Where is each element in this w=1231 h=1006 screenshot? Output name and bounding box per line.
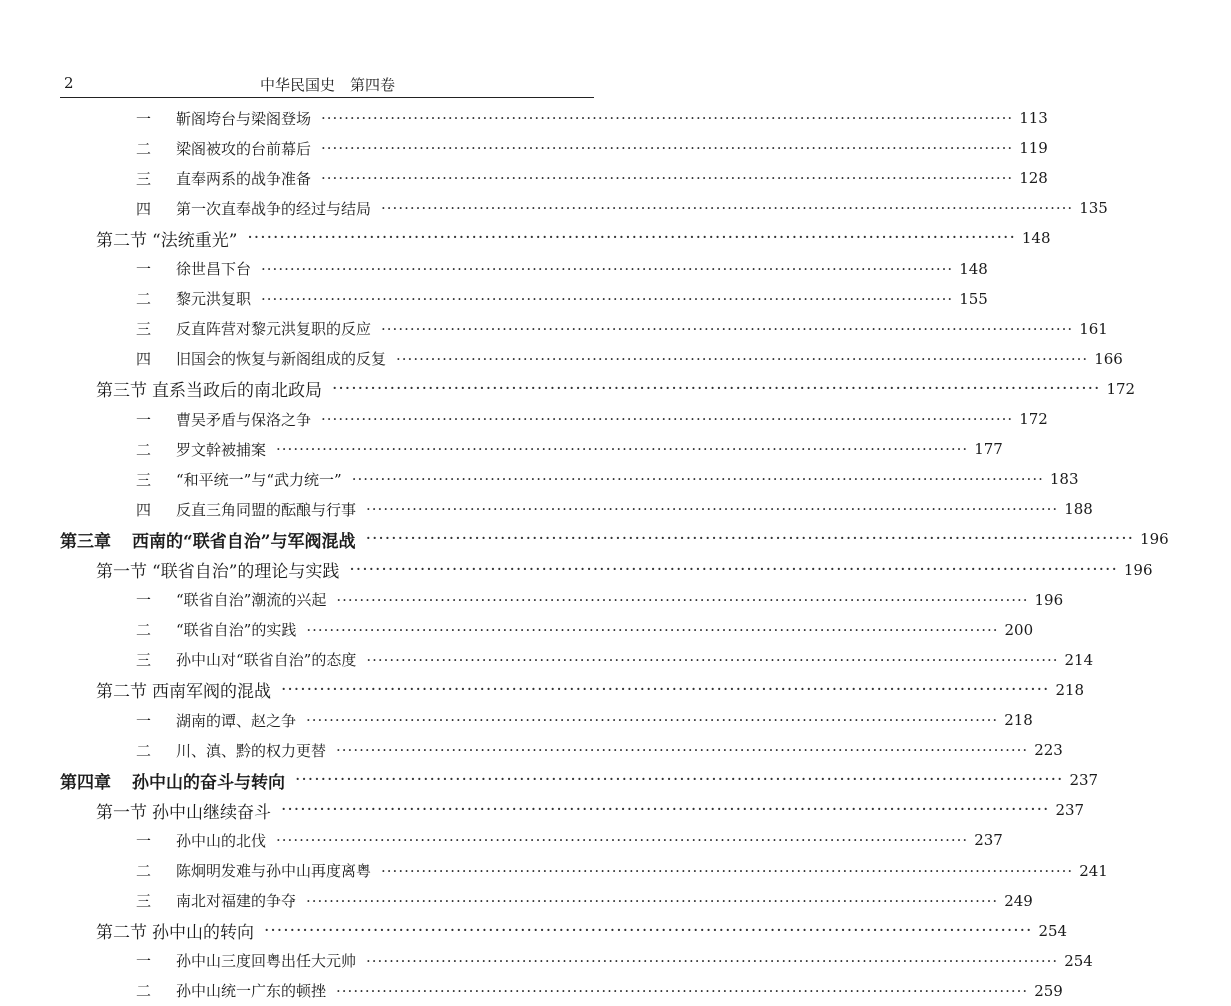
toc-entry-title: 川、滇、黔的权力更替 <box>176 741 327 760</box>
toc-page-number: 254 <box>1038 921 1068 940</box>
toc-entry-label <box>0 138 311 159</box>
dot-leader: ························································································································ <box>281 679 1050 700</box>
toc-entry-number: 二 <box>136 741 152 760</box>
dot-leader: ························································································································ <box>336 981 1029 1000</box>
toc-entry-label <box>0 649 356 670</box>
toc-entry-label <box>0 798 271 823</box>
toc-page-number: 196 <box>1140 530 1169 549</box>
toc-page-number: 237 <box>974 831 1003 850</box>
toc-item-row <box>0 254 988 284</box>
toc-entry-number: 第三章 <box>60 531 111 552</box>
toc-entry-number: 一 <box>136 711 152 730</box>
toc-entry-number: 四 <box>136 199 152 218</box>
toc-chapter-row <box>0 524 1169 554</box>
dot-leader: ························································································································ <box>381 319 1074 338</box>
toc-entry-number: 二 <box>136 440 152 459</box>
toc-entry-number: 三 <box>136 651 152 670</box>
toc-page-number: 135 <box>1079 199 1108 218</box>
toc-page-number: 155 <box>959 289 988 308</box>
toc-section-row <box>0 374 1136 404</box>
toc-entry-label <box>0 409 311 430</box>
toc-item-row <box>0 193 1108 223</box>
toc-entry-label <box>0 168 311 189</box>
toc-entry-title: “法统重光” <box>152 230 238 251</box>
toc-page-number: 241 <box>1079 861 1108 880</box>
toc-entry-label <box>0 768 285 793</box>
toc-entry-label <box>0 589 326 610</box>
toc-item-row <box>0 133 1048 163</box>
toc-entry-label <box>0 198 371 219</box>
toc-entry-title: “联省自治”的理论与实践 <box>152 562 340 582</box>
toc-entry-label <box>0 469 342 490</box>
toc-section-row <box>0 675 1085 705</box>
toc-entry-title: 孙中山的奋斗与转向 <box>132 772 285 793</box>
toc-entry-label <box>0 258 251 279</box>
dot-leader: ························································································································ <box>332 378 1101 399</box>
toc-entry-number: 二 <box>136 290 152 309</box>
toc-entry-title: 黎元洪复职 <box>176 290 252 309</box>
toc-entry-number: 三 <box>136 320 152 339</box>
toc-page-number: 249 <box>1004 891 1033 910</box>
dot-leader: ························································································································ <box>351 470 1044 489</box>
toc-entry-number: 一 <box>136 109 152 128</box>
dot-leader: ························································································································ <box>349 559 1118 580</box>
dot-leader: ························································································································ <box>366 951 1059 970</box>
toc-entry-label <box>0 710 296 731</box>
toc-entry-title: 梁阁被攻的台前幕后 <box>176 139 312 158</box>
toc-page-number: 218 <box>1055 680 1085 699</box>
toc-section-row <box>0 795 1085 825</box>
toc-entry-title: 曹吴矛盾与保洛之争 <box>176 410 312 429</box>
dot-leader: ························································································································ <box>336 590 1029 609</box>
toc-item-row <box>0 494 1093 524</box>
toc-item-row <box>0 825 1003 855</box>
dot-leader: ························································································································ <box>321 139 1014 158</box>
toc-entry-number: 三 <box>136 892 152 911</box>
toc-entry-label <box>0 619 296 640</box>
toc-item-row <box>0 103 1048 133</box>
toc-item-row <box>0 976 1063 1006</box>
toc-page-number: 177 <box>974 440 1003 459</box>
toc-page-number: 196 <box>1034 590 1064 609</box>
dot-leader: ························································································································ <box>281 800 1050 821</box>
dot-leader: ························································································································ <box>247 228 1016 249</box>
toc-entry-title: 孙中山的转向 <box>152 923 254 944</box>
toc-entry-label <box>0 918 254 943</box>
toc-entry-label <box>0 950 356 971</box>
toc-page-number: 237 <box>1069 771 1099 790</box>
toc-entry-number: 第二节 <box>96 923 147 944</box>
toc-entry-number: 三 <box>136 169 152 188</box>
dot-leader: ························································································································ <box>321 169 1014 188</box>
toc-entry-label <box>0 348 386 369</box>
toc-section-row <box>0 555 1153 585</box>
toc-entry-title: “和平统一”与“武力统一” <box>176 470 342 489</box>
dot-leader: ························································································································ <box>366 650 1059 669</box>
toc-entry-title: 孙中山对“联省自治”的态度 <box>176 651 357 670</box>
dot-leader: ························································································································ <box>366 500 1059 519</box>
toc-entry-number: 一 <box>136 260 152 278</box>
toc-entry-label <box>0 557 339 582</box>
toc-item-row <box>0 434 1003 464</box>
toc-entry-title: 孙中山继续奋斗 <box>152 802 271 823</box>
toc-entry-title: 西南军阀的混战 <box>152 682 271 703</box>
toc-entry-number: 第四章 <box>60 772 111 793</box>
toc-entry-number: 四 <box>136 500 152 519</box>
toc-item-row <box>0 284 988 314</box>
toc-item-row <box>0 615 1034 645</box>
toc-item-row <box>0 163 1048 193</box>
toc-entry-title: 孙中山三度回粤出任大元帅 <box>176 952 357 971</box>
toc-item-row <box>0 404 1048 434</box>
toc-entry-title: 旧国会的恢复与新阁组成的反复 <box>176 350 387 369</box>
toc-entry-title: 孙中山的北伐 <box>176 831 267 850</box>
toc-entry-title: 罗文幹被捕案 <box>176 440 267 459</box>
toc-entry-title: 靳阁垮台与梁阁登场 <box>176 109 312 128</box>
dot-leader: ························································································································ <box>295 770 1064 791</box>
toc-page-number: 172 <box>1019 410 1048 428</box>
toc-page-number: 148 <box>1021 229 1051 248</box>
toc-entry-label <box>0 860 371 881</box>
toc-entry-title: 孙中山统一广东的顿挫 <box>176 982 327 1001</box>
toc-entry-number: 三 <box>136 470 152 489</box>
toc-entry-label <box>0 226 237 251</box>
toc-entry-label <box>0 677 271 702</box>
toc-entry-number: 第三节 <box>96 381 147 402</box>
toc-entry-title: 徐世昌下台 <box>176 260 252 278</box>
toc-page-number: 214 <box>1064 650 1094 669</box>
toc-entry-number: 二 <box>136 862 152 880</box>
toc-entry-label <box>0 980 326 1001</box>
toc-entry-title: 南北对福建的争夺 <box>176 892 297 911</box>
toc-entry-label <box>0 376 322 401</box>
toc-item-row <box>0 464 1079 494</box>
toc-item-row <box>0 946 1093 976</box>
toc-entry-label <box>0 439 266 460</box>
dot-leader: ························································································································ <box>306 891 999 910</box>
toc-entry-number: 第二节 <box>96 230 147 251</box>
toc-entry-title: 陈炯明发难与孙中山再度离粤 <box>176 862 372 880</box>
toc-entry-number: 一 <box>136 410 152 429</box>
toc-item-row <box>0 856 1108 886</box>
dot-leader: ························································································································ <box>276 440 969 459</box>
toc-chapter-row <box>0 765 1099 795</box>
dot-leader: ························································································································ <box>306 620 999 639</box>
toc-page-number: 188 <box>1064 500 1093 519</box>
toc-entry-title: 反直三角同盟的酝酿与行事 <box>176 500 357 519</box>
toc-entry-number: 一 <box>136 831 152 850</box>
toc-page-number: 259 <box>1034 981 1063 1000</box>
toc-item-row <box>0 645 1094 675</box>
toc-entry-label <box>0 830 266 851</box>
dot-leader: ························································································································ <box>381 199 1074 218</box>
toc-entry-number: 一 <box>136 591 152 610</box>
toc-page-number: 161 <box>1079 319 1108 338</box>
toc-entry-title: 反直阵营对黎元洪复职的反应 <box>176 320 372 339</box>
toc-page-number: 148 <box>959 259 988 278</box>
toc-entry-title: 直系当政后的南北政局 <box>152 381 322 402</box>
toc-item-row <box>0 314 1108 344</box>
book-title: 中华民国史 第四卷 <box>259 76 395 94</box>
toc-page-number: 218 <box>1004 711 1033 729</box>
toc-entry-title: 直奉两系的战争准备 <box>176 169 312 188</box>
toc-entry-label <box>0 288 251 309</box>
toc-item-row <box>0 344 1123 374</box>
toc-item-row <box>0 705 1033 735</box>
toc-entry-label <box>0 318 371 339</box>
toc-page-number: 183 <box>1049 470 1079 489</box>
toc-entry-title: 第一次直奉战争的经过与结局 <box>176 199 372 218</box>
toc-entry-label <box>0 499 356 520</box>
dot-leader: ························································································································ <box>321 109 1014 127</box>
toc-page-number: 166 <box>1094 349 1123 368</box>
toc-entry-title: “联省自治”的实践 <box>176 621 297 640</box>
dot-leader: ························································································································ <box>261 259 954 278</box>
toc-entry-label <box>0 527 356 552</box>
dot-leader: ························································································································ <box>321 410 1014 428</box>
toc-item-row <box>0 886 1033 916</box>
toc-section-row <box>0 223 1051 253</box>
dot-leader: ························································································································ <box>336 741 1029 760</box>
toc-entry-number: 第二节 <box>96 682 147 703</box>
toc-item-row <box>0 585 1064 615</box>
toc-entry-number: 四 <box>136 350 152 369</box>
toc-entry-number: 第一节 <box>96 802 147 823</box>
dot-leader: ························································································································ <box>264 920 1033 941</box>
toc-page-number: 128 <box>1019 169 1048 188</box>
toc-page-number: 254 <box>1064 951 1093 970</box>
toc-page-number: 196 <box>1123 560 1153 579</box>
toc-entry-number: 二 <box>136 982 152 1001</box>
dot-leader: ························································································································ <box>381 861 1074 880</box>
toc-page-number: 237 <box>1055 801 1085 820</box>
toc-page-number: 119 <box>1019 139 1048 158</box>
toc-entry-number: 二 <box>136 139 152 158</box>
toc-item-row <box>0 735 1063 765</box>
toc-entry-label <box>0 740 326 761</box>
page-number: 2 <box>64 74 74 92</box>
dot-leader: ························································································································ <box>306 711 999 729</box>
toc-entry-number: 第一节 <box>96 562 147 582</box>
toc-page-number: 172 <box>1106 379 1136 398</box>
toc-section-row <box>0 916 1068 946</box>
dot-leader: ························································································································ <box>276 831 969 850</box>
dot-leader: ························································································································ <box>396 349 1089 368</box>
toc-entry-title: 湖南的谭、赵之争 <box>176 711 297 730</box>
dot-leader: ························································································································ <box>261 289 954 308</box>
toc-page-number: 113 <box>1019 109 1048 127</box>
toc-entry-label <box>0 108 311 129</box>
toc-page-number: 200 <box>1004 620 1034 639</box>
dot-leader: ························································································································ <box>365 529 1135 550</box>
toc-entry-title: “联省自治”潮流的兴起 <box>176 591 327 610</box>
toc-entry-number: 二 <box>136 621 152 640</box>
toc-page-number: 223 <box>1034 741 1063 760</box>
toc-entry-title: 西南的“联省自治”与军阀混战 <box>132 531 356 552</box>
toc-entry-number: 一 <box>136 952 152 971</box>
toc-entry-label <box>0 890 296 911</box>
